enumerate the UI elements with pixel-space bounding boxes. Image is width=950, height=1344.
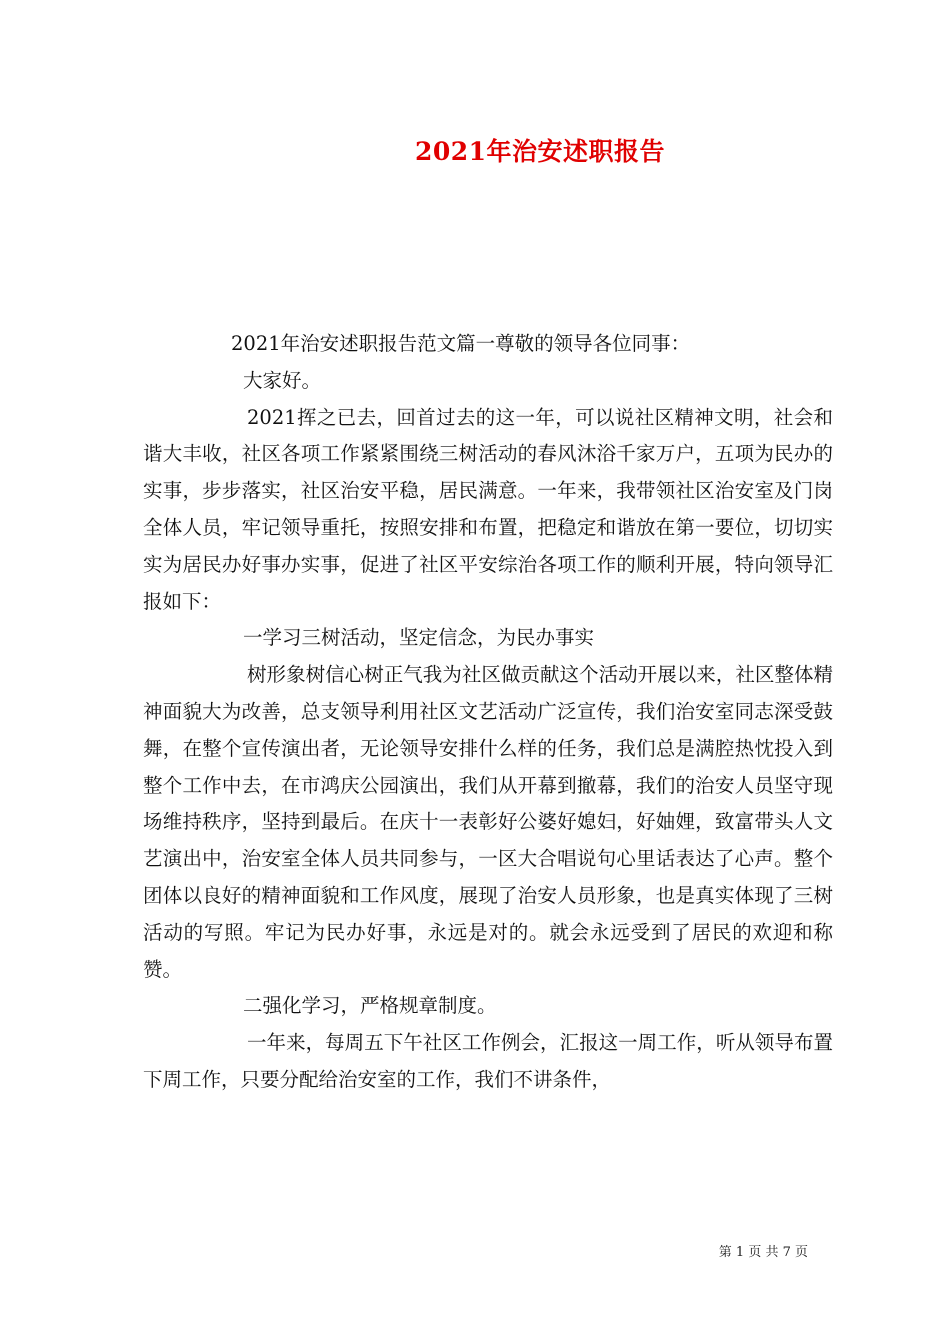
greeting-paragraph: 大家好。 (243, 368, 322, 392)
body-paragraph: 树形象树信心树正气我为社区做贡献这个活动开展以来，社区整体精神面貌大为改善，总支领导利用社区文艺活动广泛宣传，我们治安室同志深受鼓舞，在整个宣传演出者，无论领导安排什么样的任务，我们总是满腔热忱投入到整个工作中去，在市鸿庆公园演出，我们从开幕到撤幕，我们的治安人员坚守现场维持秩序，坚持到最后。在庆十一表彰好公婆好媳妇，好妯娌，致富带头人文艺演出中，治安室全体人员共同参与，一区大合唱说句心里话表达了心声。整个团体以良好的精神面貌和工作风度，展现了治安人员形象，也是真实体现了三树活动的写照。牢记为民办好事，永远是对的。就会永远受到了居民的欢迎和称赞。 (143, 663, 833, 981)
body-paragraph: 2021挥之已去，回首过去的这一年，可以说社区精神文明，社会和谐大丰收，社区各项工作紧紧围绕三树活动的春风沐浴千家万户，五项为民办的实事，步步落实，社区治安平稳，居民满意。一年来，我带领社区治安室及门岗全体人员，牢记领导重托，按照安排和布置，把稳定和谐放在第一要位，切切实实为居民办好事办实事，促进了社区平安综治各项工作的顺利开展，特向领导汇报如下： (143, 405, 833, 613)
document-title: 2021年治安述职报告 (414, 137, 666, 166)
page-footer: 第 1 页 共 7 页 (718, 1245, 808, 1260)
section-heading: 一学习三树活动，坚定信念，为民办事实 (243, 626, 595, 650)
section-heading: 二强化学习，严格规章制度。 (243, 994, 497, 1018)
salutation-paragraph: 2021年治安述职报告范文篇一尊敬的领导各位同事： (231, 332, 691, 355)
body-paragraph: 一年来，每周五下午社区工作例会，汇报这一周工作，听从领导布置下周工作，只要分配给治安室的工作，我们不讲条件， (143, 1031, 833, 1091)
document-body (143, 326, 833, 1099)
